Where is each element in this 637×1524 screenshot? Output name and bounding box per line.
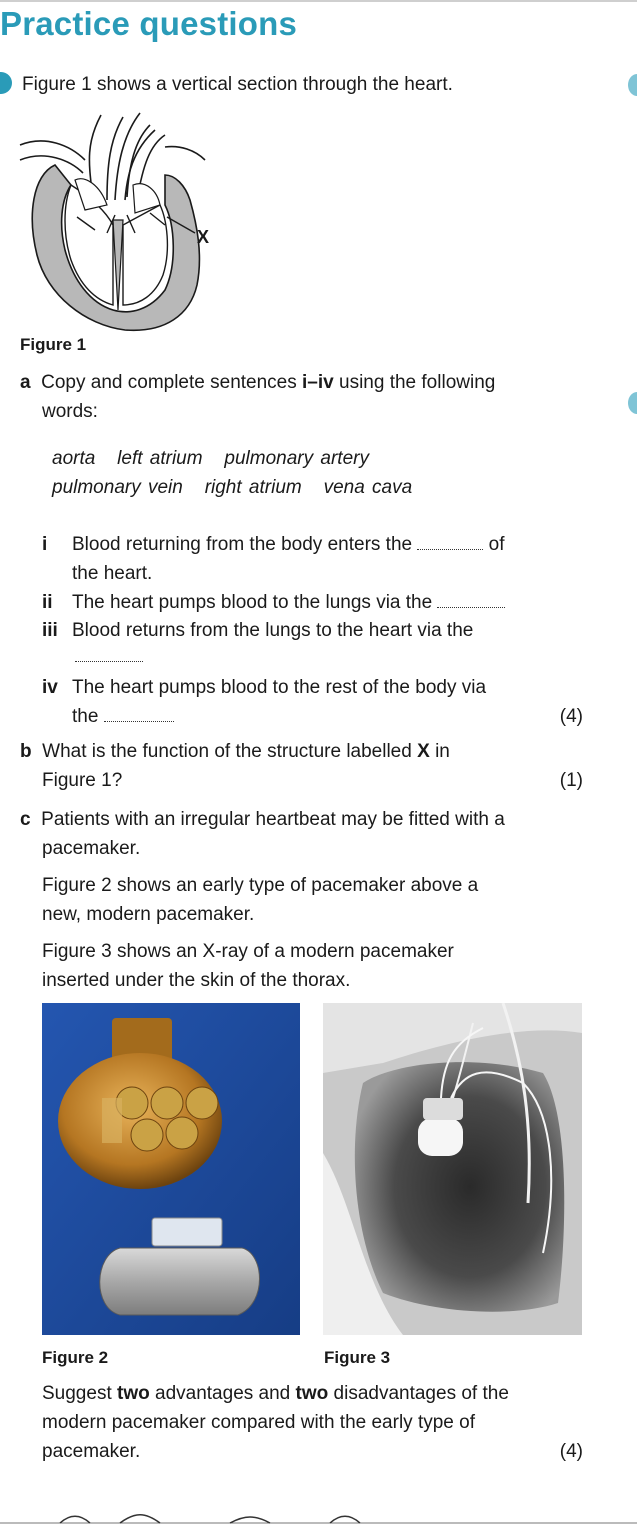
sentence-i [42,530,505,559]
margin-marker [628,392,637,414]
answer-blank [75,651,143,662]
sentence-ii [42,588,505,617]
part-b-text: What is the function of the structure labelled [42,741,412,762]
cropped-next-line [0,1512,637,1524]
question-text: advantages and [155,1383,291,1404]
sentence-iv [42,673,486,702]
part-a-text: Copy and complete sentences [41,372,297,393]
sentence-text: The heart pumps blood to the lungs via the [72,592,433,613]
figure-3-description-line2: inserted under the skin of the thorax. [42,970,351,991]
part-c-intro [20,805,505,834]
figure-2-description: Figure 2 shows an early type of pacemaker above a [42,875,479,896]
final-question [42,1379,509,1408]
figure-2-description-line2: new, modern pacemaker. [42,904,255,925]
part-b-letter: b [20,741,32,762]
figure-3-xray-image [323,1003,582,1335]
marks-part-a: (4) [559,706,583,727]
part-a-prompt [20,368,495,397]
word-option: vena cava [323,477,413,498]
marks-part-b: (1) [559,770,583,791]
answer-blank [417,535,483,550]
part-b-label-x: X [417,741,430,762]
label-x: X [197,227,210,247]
sentence-text: The heart pumps blood to the rest of the body via [72,677,487,698]
question-emphasis: two [295,1383,329,1404]
word-bank-row-1 [52,444,369,473]
part-b-text-end: in [435,741,450,762]
sentence-text: Blood returning from the body enters the [72,534,413,555]
figure-2-caption: Figure 2 [42,1348,109,1367]
heart-section-diagram [15,105,225,340]
page-title: Practice questions [0,5,298,42]
sentence-number: i [42,534,48,555]
top-rule [0,0,637,2]
figure-3-caption: Figure 3 [324,1348,391,1367]
sentence-number: iv [42,677,58,698]
part-c-line2: pacemaker. [42,838,141,859]
word-option: pulmonary artery [224,448,369,469]
answer-blank [104,707,174,722]
sentence-number: iii [42,620,58,641]
figure-3-description: Figure 3 shows an X-ray of a modern pacemaker [42,941,454,962]
sentence-iv-line2 [72,702,174,731]
margin-marker [628,74,637,96]
question-text: Suggest [42,1383,112,1404]
question-number-badge [0,72,12,94]
word-option: pulmonary vein [52,477,183,498]
part-b-question [20,737,450,766]
answer-blank [437,593,505,608]
word-option: aorta [52,448,96,469]
part-a-letter: a [20,372,31,393]
part-a-text-end: using the following [339,372,496,393]
part-c-text: Patients with an irregular heartbeat may be fitted with a [41,809,505,830]
part-b-line2: Figure 1? [42,770,123,791]
word-option: right atrium [204,477,302,498]
figure-2-pacemaker-photo [42,1003,300,1335]
sentence-text: Blood returns from the lungs to the heart via the [72,620,474,641]
sentence-number: ii [42,592,53,613]
marks-part-c: (4) [559,1441,583,1462]
question-emphasis: two [117,1383,150,1404]
sentence-i-line2: the heart. [72,563,153,584]
sentence-text-after: of [488,534,505,555]
figure-1-caption: Figure 1 [20,335,87,354]
final-question-line3: pacemaker. [42,1441,141,1462]
final-question-line2: modern pacemaker compared with the early type of [42,1412,475,1433]
part-a-prompt-line2: words: [42,401,98,422]
part-a-range: i–iv [302,372,334,393]
word-option: left atrium [117,448,203,469]
part-c-letter: c [20,809,31,830]
question-text: disadvantages of the [333,1383,509,1404]
word-bank-row-2 [52,473,412,502]
sentence-iii [42,616,473,645]
question-intro: Figure 1 shows a vertical section through the heart. [22,74,453,95]
sentence-text: the [72,706,99,727]
